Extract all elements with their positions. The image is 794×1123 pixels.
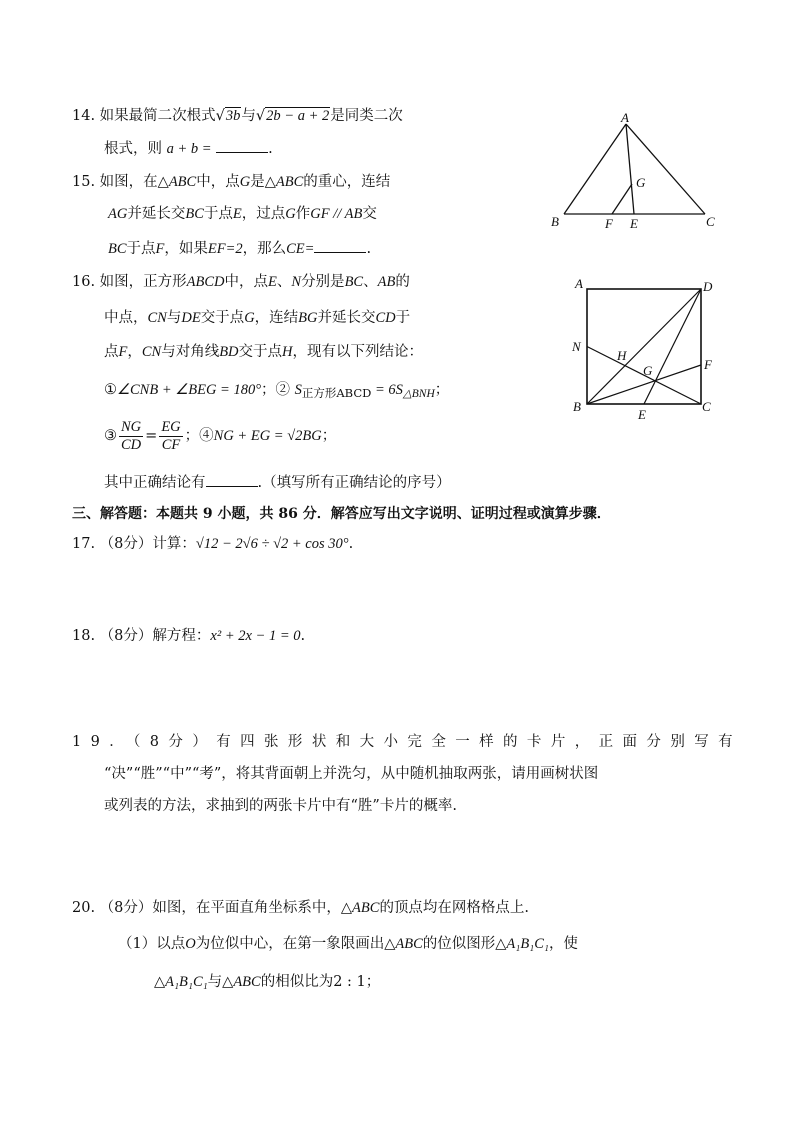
q16-line3: 点F，CN与对角线BD交于点H，现有以下列结论：	[104, 344, 424, 360]
label-h: H	[617, 348, 627, 363]
label-f: F	[704, 357, 712, 372]
q14-line2: 根式，则 a + b = .	[104, 138, 273, 159]
q15-line3: BC于点F，如果EF=2，那么CE= .	[108, 238, 371, 259]
label-d: D	[703, 279, 713, 294]
fraction-ng-cd: $\frac{NG}{CD}$	[121, 418, 142, 453]
answer-blank	[314, 238, 366, 253]
label-b: B	[551, 214, 559, 229]
q17: 17. （8分）计算：√12 − 2√6 ÷ √2 + cos 30°.	[72, 536, 354, 552]
q15-line1: 15. 如图，在△ABC中，点G是△ABC的重心，连结	[72, 174, 391, 190]
median-ae	[626, 124, 634, 214]
q16-line1: 16. 如图，正方形ABCD中，点E、N分别是BC、AB的	[72, 274, 410, 290]
label-a: A	[621, 112, 629, 125]
label-c: C	[702, 399, 711, 414]
side-ac	[626, 124, 705, 214]
diagonal-bd	[587, 289, 701, 404]
label-g: G	[643, 363, 653, 378]
segment-de	[644, 289, 701, 404]
label-b: B	[573, 399, 581, 414]
q20-line1: 20. （8分）如图，在平面直角坐标系中，△ABC的顶点均在网格格点上.	[72, 900, 530, 916]
side-ab	[564, 124, 626, 214]
q19-line2: “决”“胜”“中”“考”，将其背面朝上并洗匀，从中随机抽取两张，请用画树状图	[104, 766, 599, 782]
q19-line1: 19．（8分）有四张形状和大小完全一样的卡片，正面分别写有	[72, 734, 743, 750]
segment-gf	[612, 184, 632, 214]
figure-q15-triangle	[545, 112, 725, 236]
q20-line2: （1）以点O为位似中心，在第一象限画出△ABC的位似图形△A₁B₁C₁，使	[118, 936, 578, 952]
label-e: E	[638, 407, 646, 422]
q16-line6: 其中正确结论有 .（填写所有正确结论的序号）	[104, 472, 451, 493]
label-g: G	[636, 175, 646, 190]
label-a: A	[575, 276, 583, 291]
q14-line1: 14. 如果最简二次根式√3b与√2b − a + 2是同类二次	[72, 108, 403, 124]
figure-q16-square	[565, 272, 725, 424]
q16-conclusions-3-4: ③ $\frac{NG}{CD}$ = $\frac{EG}{CF}$ ；④NG + EG = √2BG；	[104, 418, 337, 453]
q19-line3: 或列表的方法，求抽到的两张卡片中有“胜”卡片的概率.	[104, 798, 457, 814]
q16-conclusions-1-2: ①∠CNB + ∠BEG = 180°；② $S_{正方形ABCD} = 6S_{\triangle BNH}$；	[104, 382, 450, 400]
q20-line3: △A₁B₁C₁与△ABC的相似比为2 : 1；	[154, 974, 381, 990]
fraction-eg-cf: $\frac{EG}{CF}$	[161, 418, 181, 453]
label-e: E	[630, 216, 638, 231]
label-n: N	[572, 339, 581, 354]
label-c: C	[706, 214, 715, 229]
label-f: F	[605, 216, 613, 231]
section-heading: 三、解答题：本题共 9 小题，共 86 分．解答应写出文字说明、证明过程或演算步骤．	[72, 506, 611, 522]
answer-blank	[206, 472, 258, 487]
answer-blank	[216, 138, 268, 153]
q16-line2: 中点，CN与DE交于点G，连结BG并延长交CD于	[104, 310, 411, 326]
q18: 18. （8分）解方程：x² + 2x − 1 = 0.	[72, 628, 306, 644]
q15-line2: AG并延长交BC于点E，过点G作GF // AB交	[108, 206, 377, 222]
